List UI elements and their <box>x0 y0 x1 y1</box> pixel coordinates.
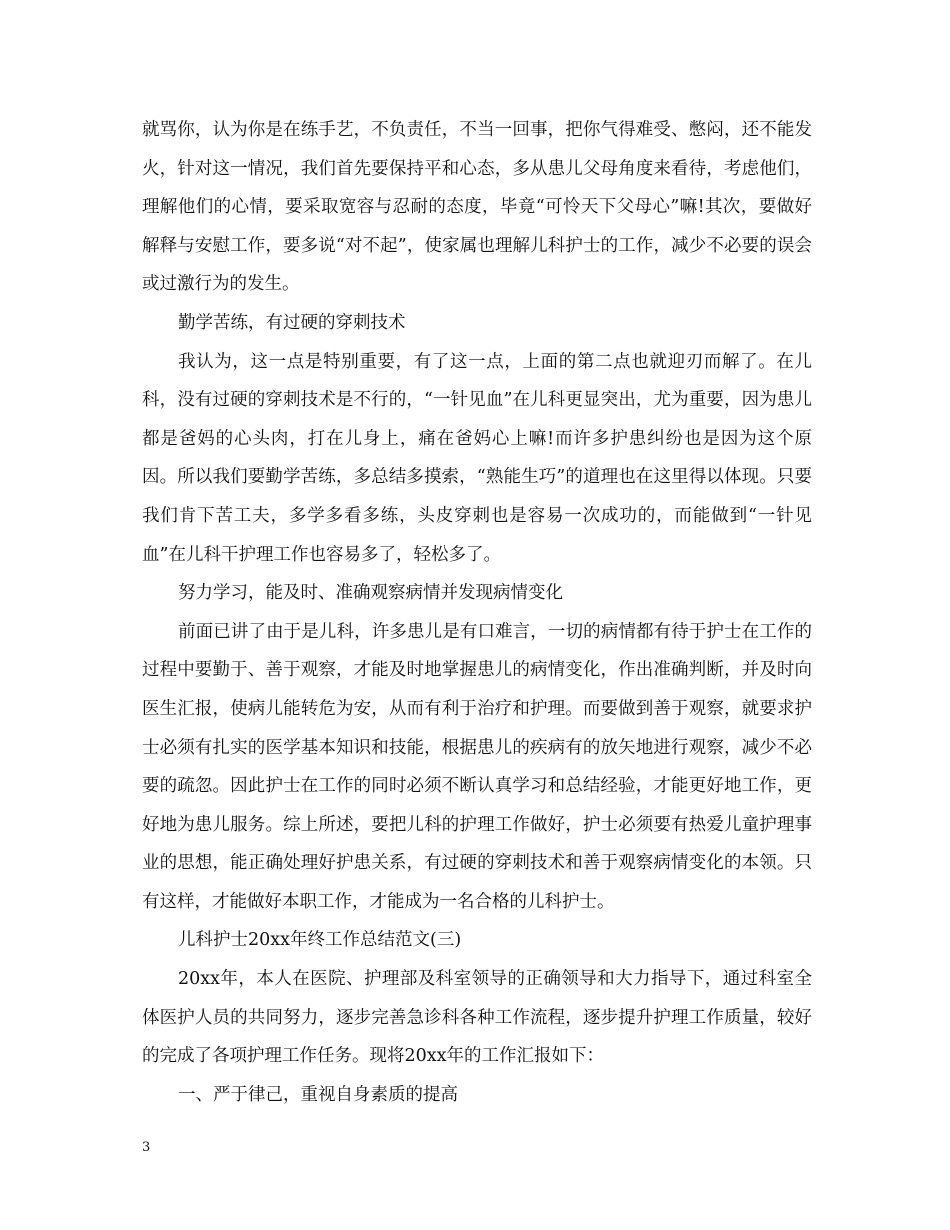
page-number: 3 <box>142 1140 151 1155</box>
document-body <box>142 111 812 1114</box>
section-heading-puncture-skill: 勤学苦练，有过硬的穿刺技术 <box>178 312 406 333</box>
paragraph-puncture-skill: 我认为，这一点是特别重要，有了这一点，上面的第二点也就迎刃而解了。在儿科，没有过硬的穿刺技术是不行的，“一针见血”在儿科更显突出，尤为重要，因为患儿都是爸妈的心头肉，打在儿身上，痛在爸妈心上嘛!而许多护患纠纷也是因为这个原因。所以我们要勤学苦练，多总结多摸索，“熟能生巧”的道理也在这里得以体现。只要我们肯下苦工夫，多学多看多练，头皮穿刺也是容易一次成功的，而能做到“一针见血”在儿科干护理工作也容易多了，轻松多了。 <box>142 351 812 565</box>
article-title-three: 儿科护士20xx年终工作总结范文(三) <box>178 930 462 951</box>
section-heading-observation: 努力学习，能及时、准确观察病情并发现病情变化 <box>178 583 563 604</box>
paragraph-observation: 前面已讲了由于是儿科，许多患儿是有口难言，一切的病情都有待于护士在工作的过程中要勤于、善于观察，才能及时地掌握患儿的病情变化，作出准确判断，并及时向医生汇报，使病儿能转危为安，从而有利于治疗和护理。而要做到善于观察，就要求护士必须有扎实的医学基本知识和技能，根据患儿的疾病有的放矢地进行观察，减少不必要的疏忽。因此护士在工作的同时必须不断认真学习和总结经验，才能更好地工作，更好地为患儿服务。综上所述，要把儿科的护理工作做好，护士必须要有热爱儿童护理事业的思想，能正确处理好护患关系，有过硬的穿刺技术和善于观察病情变化的本领。只有这样，才能做好本职工作，才能成为一名合格的儿科护士。 <box>142 621 812 912</box>
section-heading-self-discipline: 一、严于律己，重视自身素质的提高 <box>178 1084 458 1105</box>
paragraph-intro-report: 20xx年，本人在医院、护理部及科室领导的正确领导和大力指导下，通过科室全体医护人员的共同努力，逐步完善急诊科各种工作流程，逐步提升护理工作质量，较好的完成了各项护理工作任务。现将20xx年的工作汇报如下： <box>142 969 812 1067</box>
paragraph-continuation: 就骂你，认为你是在练手艺，不负责任，不当一回事，把你气得难受、憋闷，还不能发火，针对这一情况，我们首先要保持平和心态，多从患儿父母角度来看待，考虑他们，理解他们的心情，要采取宽容与忍耐的态度，毕竟“可怜天下父母心”嘛!其次，要做好解释与安慰工作，要多说“对不起”，使家属也理解儿科护士的工作，减少不必要的误会或过激行为的发生。 <box>142 120 812 295</box>
